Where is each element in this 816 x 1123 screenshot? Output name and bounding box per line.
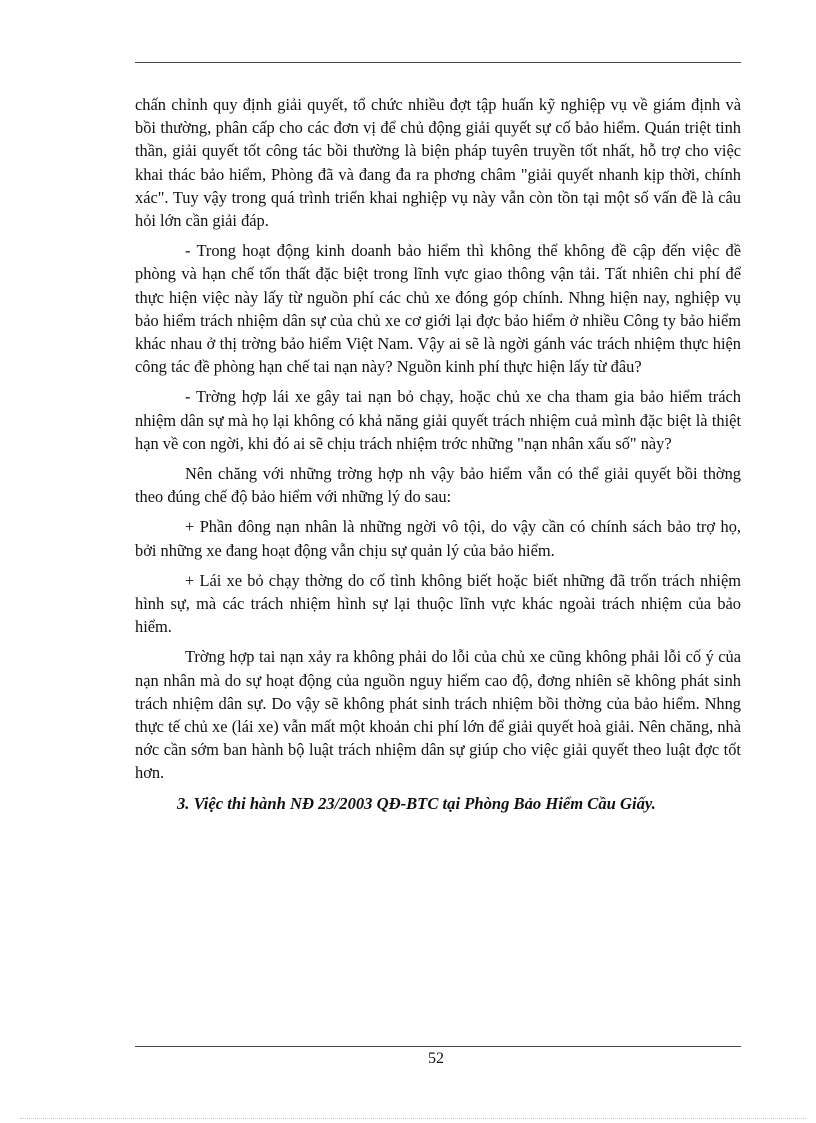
section-heading: 3. Việc thi hành NĐ 23/2003 QĐ-BTC tại Phòng Bảo Hiểm Cầu Giấy. <box>177 793 656 813</box>
footer-rule <box>135 1046 741 1047</box>
page-edge-dotted-line <box>20 1118 806 1119</box>
header-rule <box>135 62 741 63</box>
paragraph-3: - Trờng hợp lái xe gây tai nạn bỏ chạy, hoặc chủ xe cha tham gia bảo hiểm trách nhiệm dân sự mà họ lại không có khả năng giải quyết trách nhiệm cuả mình đặc biệt là thiệt hạn về con ngời, khi đó ai sẽ chịu trách nhiệm trớc những "nạn nhân xấu số" này? <box>135 387 741 453</box>
paragraph-6: + Lái xe bỏ chạy thờng do cố tình không biết hoặc biết những đã trốn trách nhiệm hình sự, mà các trách nhiệm hình sự lại thuộc lĩnh vực khác ngoài trách nhiệm của bảo hiểm. <box>135 570 741 637</box>
page-body <box>135 93 741 816</box>
paragraph-2: - Trong hoạt động kinh doanh bảo hiểm thì không thể không đề cập đến việc đề phòng và hạn chế tổn thất đặc biệt trong lĩnh vực giao thông vận tải. Tất nhiên chi phí để thực hiện việc này lấy từ nguồn phí các chủ xe đóng góp chính. Nhng hiện nay, nghiệp vụ bảo hiểm trách nhiệm dân sự của chủ xe cơ giới lại đợc bảo hiểm ở nhiều Công ty bảo hiểm khác nhau ở thị trờng bảo hiểm Việt Nam. Vậy ai sẽ là ngời gánh vác trách nhiệm thực hiện công tác đề phòng hạn chế tai nạn này? Nguồn kinh phí thực hiện lấy từ đâu? <box>135 241 741 377</box>
paragraph-5: + Phần đông nạn nhân là những ngời vô tội, do vậy cần có chính sách bảo trợ họ, bởi những xe đang hoạt động vẫn chịu sự quản lý của bảo hiểm. <box>135 517 741 560</box>
page-number: 52 <box>428 1050 444 1067</box>
paragraph-4: Nên chăng với những trờng hợp nh vậy bảo hiểm vẫn có thể giải quyết bồi thờng theo đúng chế độ bảo hiểm với những lý do sau: <box>135 464 741 507</box>
paragraph-1: chấn chỉnh quy định giải quyết, tổ chức nhiều đợt tập huấn kỹ nghiệp vụ về giám định và bồi thường, phân cấp cho các đơn vị để chủ động giải quyết sự cố bảo hiểm. Quán triệt tinh thần, giải quyết tốt công tác bồi thường là biện pháp tuyên truyền tốt nhất, hỗ trợ cho việc khai thác bảo hiểm, Phòng đã và đang đa ra phơng châm "giải quyết nhanh kịp thời, chính xác". Tuy vậy trong quá trình triển khai nghiệp vụ này vẫn còn tồn tại một số vấn đề là câu hỏi lớn cần giải đáp. <box>135 95 741 231</box>
paragraph-7: Trờng hợp tai nạn xảy ra không phải do lỗi của chủ xe cũng không phải lỗi cố ý của nạn nhân mà do sự hoạt động của nguồn nguy hiểm cao độ, đơng nhiên sẽ không phát sinh trách nhiệm dân sự. Do vậy sẽ không phát sinh trách nhiệm bồi thờng của bảo hiểm. Nhng thực tế chủ xe (lái xe) vẫn mất một khoản chi phí lớn để giải quyết hoà giải. Nên chăng, nhà nớc cần sớm ban hành bộ luật trách nhiệm dân sự giúp cho việc giải quyết theo luật đợc tốt hơn. <box>135 647 741 783</box>
